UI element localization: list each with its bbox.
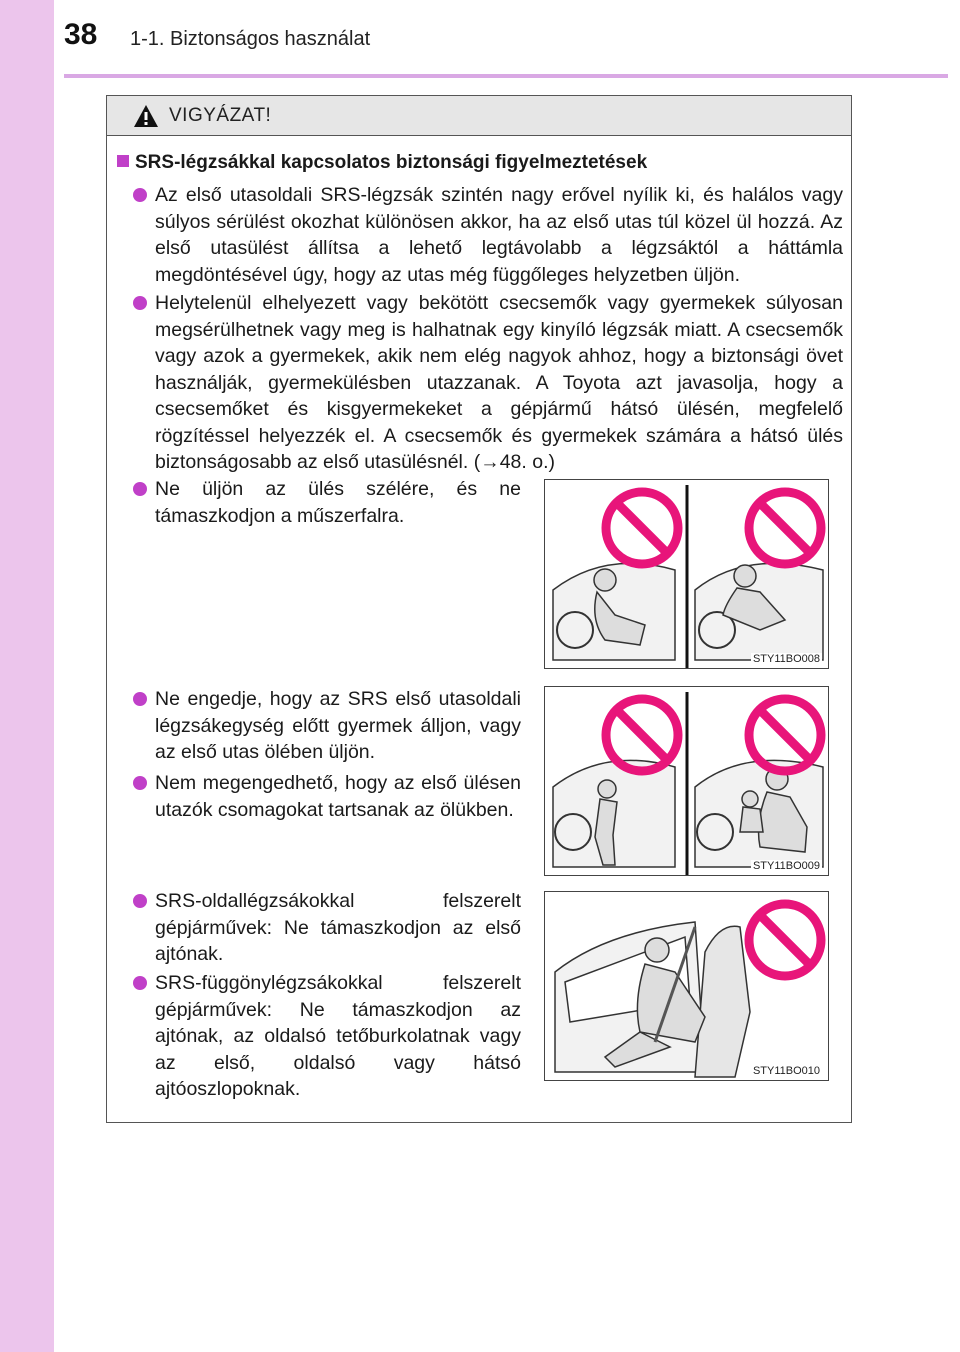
illustration-code: STY11BO009 [752,860,820,872]
list-item-text: Ne üljön az ülés szélére, és ne támaszkodjon a műszerfalra. [155,478,521,527]
caution-box [106,95,852,1123]
section-heading-text: SRS-légzsákkal kapcsolatos biztonsági figyelmeztetések [135,152,648,173]
illustration-seat-edge [544,479,829,669]
list-item-text: Helytelenül elhelyezett vagy bekötött csecsemők vagy gyermekek súlyosan megsérülhetnek vagy meg is halhatnak egy kinyíló légzsák miatt. A csecsemők vagy azok a gyermekek, akik nem elég nagyok ahhoz, hogy a biztonsági övet használják, gyermekülésben utazzanak. A Toyota azt javasolja, hogy a csecsemőket és kisgyermekeket a gépjármű hátsó ülésén, megfelelő rögzítéssel helyezzék el. A csecsemők és gyermekek számára a hátsó ülés biztonságosabb az első utasülésnél. (→48. o.) [155,292,843,473]
list-item [155,182,843,288]
list-item-text: SRS-függönylégzsákokkal felszerelt gépjárművek: Ne támaszkodjon az ajtónak, az oldalsó tetőburkolatnak vagy az első, oldalsó vagy hátsó ajtóoszlopoknak. [155,972,521,1100]
bullet-dot-icon [133,296,147,310]
header-divider [64,74,948,78]
side-tab-strip [0,0,54,1352]
bullet-dot-icon [133,894,147,908]
car-interior-drawing [545,892,829,1081]
bullet-dot-icon [133,188,147,202]
prohibition-icon [606,492,678,564]
car-interior-drawing [545,687,829,876]
list-item-text: Ne engedje, hogy az SRS első utasoldali légzsákegység előtt gyermek álljon, vagy az első utas ölében üljön. [155,688,521,763]
illustration-code: STY11BO010 [752,1065,820,1077]
list-item-text: SRS-oldallégzsákokkal felszerelt gépjárművek: Ne támaszkodjon az első ajtónak. [155,890,521,965]
list-item [155,476,521,529]
illustration-child-passenger [544,686,829,876]
list-item [155,888,521,968]
list-item [155,686,521,766]
warning-icon [133,104,159,128]
page-number: 38 [64,18,98,51]
section-heading [117,152,647,174]
section-title: 1-1. Biztonságos használat [130,28,371,50]
illustration-door-lean [544,891,829,1081]
prohibition-icon [749,904,821,976]
list-item [155,970,521,1103]
car-interior-drawing [545,480,829,669]
bullet-dot-icon [133,482,147,496]
bullet-dot-icon [133,976,147,990]
caution-header [107,96,851,136]
square-bullet-icon [117,155,129,167]
prohibition-icon [749,492,821,564]
bullet-dot-icon [133,776,147,790]
list-item [155,290,843,476]
list-item-text: Nem megengedhető, hogy az első ülésen utazók csomagokat tartsanak az ölükben. [155,772,521,821]
caution-title: VIGYÁZAT! [169,105,272,126]
illustration-code: STY11BO008 [752,653,820,665]
bullet-dot-icon [133,692,147,706]
list-item-text: Az első utasoldali SRS-légzsák szintén nagy erővel nyílik ki, és halálos vagy súlyos sérülést okozhat különösen akkor, ha az első utas túl közel ül hozzá. Az első utasülést állítsa a lehető legtávolabb a légzsáktól a háttámla megdöntésével úgy, hogy az utas még függőleges helyzetben üljön. [155,184,843,286]
list-item [155,770,521,823]
